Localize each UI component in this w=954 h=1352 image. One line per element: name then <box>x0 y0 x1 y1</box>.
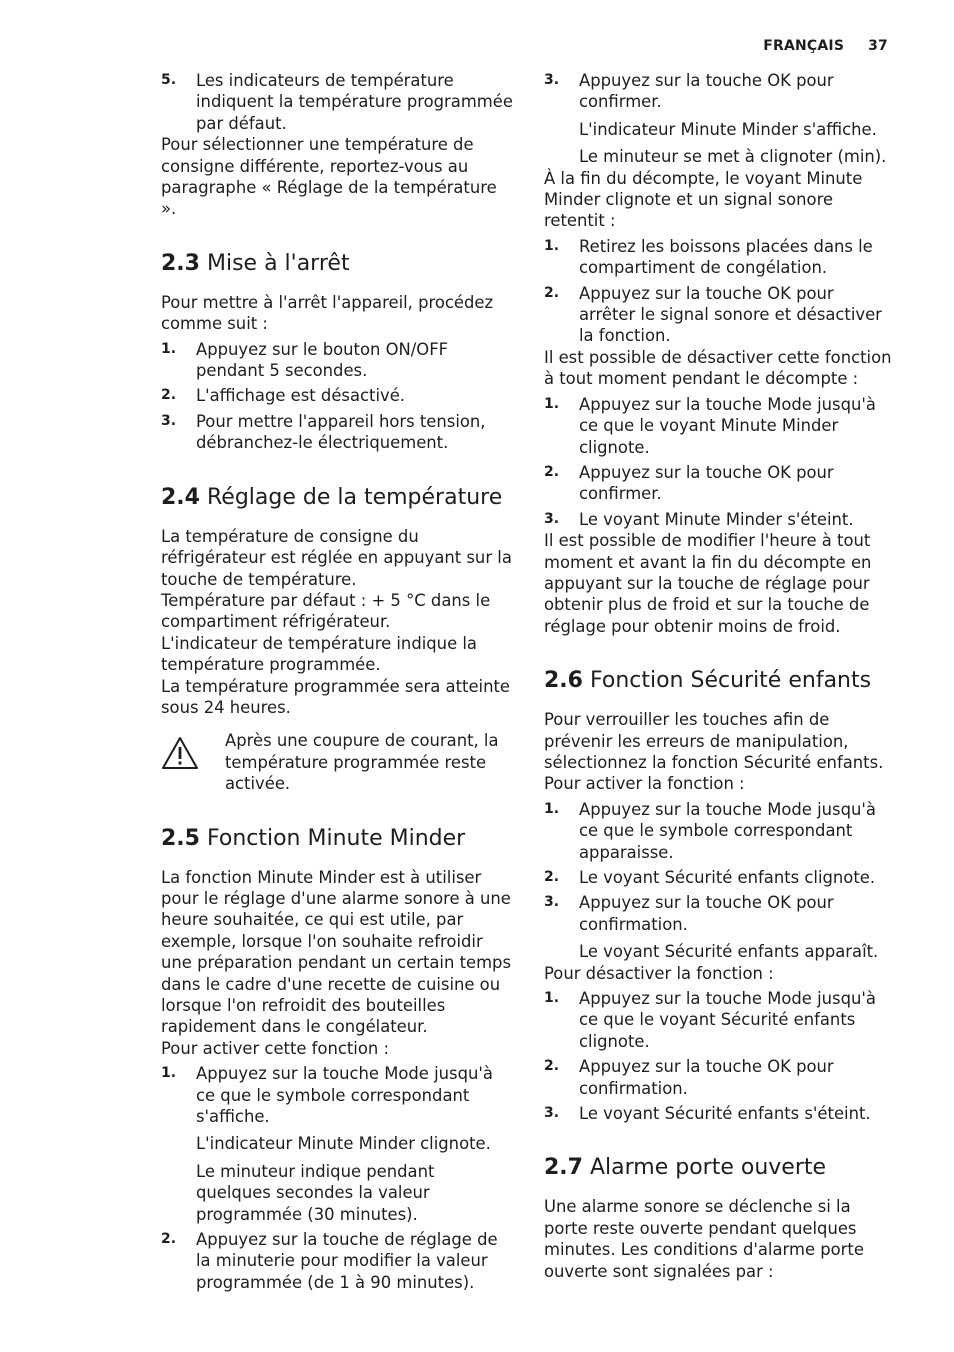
list-subtext: L'indicateur Minute Minder clignote. <box>196 1134 491 1154</box>
list-item: 3. Appuyez sur la touche OK pour confirmation. <box>544 893 834 934</box>
warning-note <box>161 730 513 794</box>
list-item: 3. Appuyez sur la touche OK pour confirmer. <box>544 71 834 112</box>
left-column <box>161 70 513 1293</box>
section-heading-2-3: 2.3 Mise à l'arrêt <box>161 250 350 276</box>
section-heading-2-7: 2.7 Alarme porte ouverte <box>544 1155 827 1181</box>
right-column <box>544 70 894 1282</box>
list-item: 1. Appuyez sur la touche Mode jusqu'à ce que le symbole correspondant s'affiche. <box>161 1064 493 1127</box>
list-item: 2. Le voyant Sécurité enfants clignote. <box>544 868 876 887</box>
paragraph: Il est possible de désactiver cette fonction à tout moment pendant le décompte : <box>544 347 892 389</box>
paragraph: Il est possible de modifier l'heure à tout moment et avant la fin du décompte en appuyant sur la touche de réglage pour obtenir plus de froid et sur la touche de réglage pour obtenir moins de froid. <box>544 531 872 636</box>
paragraph: La température de consigne du réfrigérateur est réglée en appuyant sur la touche de température. <box>161 526 512 589</box>
paragraph: Pour mettre à l'arrêt l'appareil, procédez comme suit : <box>161 292 494 334</box>
paragraph: Une alarme sonore se déclenche si la porte reste ouverte pendant quelques minutes. Les conditions d'alarme porte ouverte sont signalées par : <box>544 1197 864 1281</box>
section-heading-2-5: 2.5 Fonction Minute Minder <box>161 825 466 851</box>
paragraph: Pour sélectionner une température de consigne différente, reportez-vous au paragraphe « Réglage de la température ». <box>161 135 497 219</box>
paragraph: La fonction Minute Minder est à utiliser pour le réglage d'une alarme sonore à une heure souhaitée, ce qui est utile, par exemple, lorsque l'on souhaite refroidir une préparation pendant un certain temps dans le cadre d'une recette de cuisine ou lorsque l'on refroidit des bouteilles rapidement dans le congélateur. <box>161 867 511 1037</box>
paragraph: Pour activer la fonction : <box>544 774 745 794</box>
list-item: 1. Appuyez sur le bouton ON/OFF pendant 5 secondes. <box>161 339 449 381</box>
list-subtext: Le minuteur indique pendant quelques secondes la valeur programmée (30 minutes). <box>196 1161 435 1224</box>
list-item: 3. Le voyant Minute Minder s'éteint. <box>544 509 854 529</box>
list-item <box>161 70 513 134</box>
list-item: 2. Appuyez sur la touche OK pour arrêter le signal sonore et désactiver la fonction. <box>544 283 882 346</box>
paragraph: Pour verrouiller les touches afin de prévenir les erreurs de manipulation, sélectionnez la fonction Sécurité enfants. <box>544 710 884 772</box>
paragraph: Pour désactiver la fonction : <box>544 963 774 983</box>
paragraph: Température par défaut : + 5 °C dans le compartiment réfrigérateur. <box>161 590 491 632</box>
list-item: 1. Retirez les boissons placées dans le compartiment de congélation. <box>544 236 873 278</box>
list-item: 3. Pour mettre l'appareil hors tension, débranchez-le électriquement. <box>161 411 486 453</box>
list-text: Les indicateurs de température indiquent la température programmée par défaut. <box>196 71 513 133</box>
page-header <box>763 38 888 54</box>
list-subtext: L'indicateur Minute Minder s'affiche. <box>579 119 877 139</box>
list-item: 1. Appuyez sur la touche Mode jusqu'à ce que le voyant Minute Minder clignote. <box>544 394 876 457</box>
list-item: 2. Appuyez sur la touche OK pour confirmer. <box>544 462 834 504</box>
warning-text: Après une coupure de courant, la température programmée reste activée. <box>225 731 499 794</box>
list-item: 2. Appuyez sur la touche de réglage de la minuterie pour modifier la valeur programmée (de 1 à 90 minutes). <box>161 1230 498 1292</box>
list-item: 1. Appuyez sur la touche Mode jusqu'à ce que le voyant Sécurité enfants clignote. <box>544 989 876 1051</box>
paragraph: L'indicateur de température indique la température programmée. <box>161 633 477 675</box>
warning-icon <box>161 730 225 794</box>
list-item: 2. Appuyez sur la touche OK pour confirmation. <box>544 1057 834 1098</box>
list-subtext: Le voyant Sécurité enfants apparaît. <box>579 942 879 962</box>
list-number: 5. <box>161 72 177 88</box>
paragraph: Pour activer cette fonction : <box>161 1038 390 1058</box>
paragraph: À la fin du décompte, le voyant Minute Minder clignote et un signal sonore retentit : <box>544 168 863 231</box>
list-item: 3. Le voyant Sécurité enfants s'éteint. <box>544 1104 871 1124</box>
section-heading-2-6: 2.6 Fonction Sécurité enfants <box>544 668 872 694</box>
list-item: 2. L'affichage est désactivé. <box>161 386 405 406</box>
list-item: 1. Appuyez sur la touche Mode jusqu'à ce que le symbole correspondant apparaisse. <box>544 799 876 862</box>
language-label: FRANÇAIS <box>763 38 845 54</box>
paragraph: La température programmée sera atteinte sous 24 heures. <box>161 676 510 717</box>
page-number: 37 <box>868 38 888 54</box>
section-heading-2-4: 2.4 Réglage de la température <box>161 484 503 510</box>
list-subtext: Le minuteur se met à clignoter (min). <box>579 147 887 167</box>
